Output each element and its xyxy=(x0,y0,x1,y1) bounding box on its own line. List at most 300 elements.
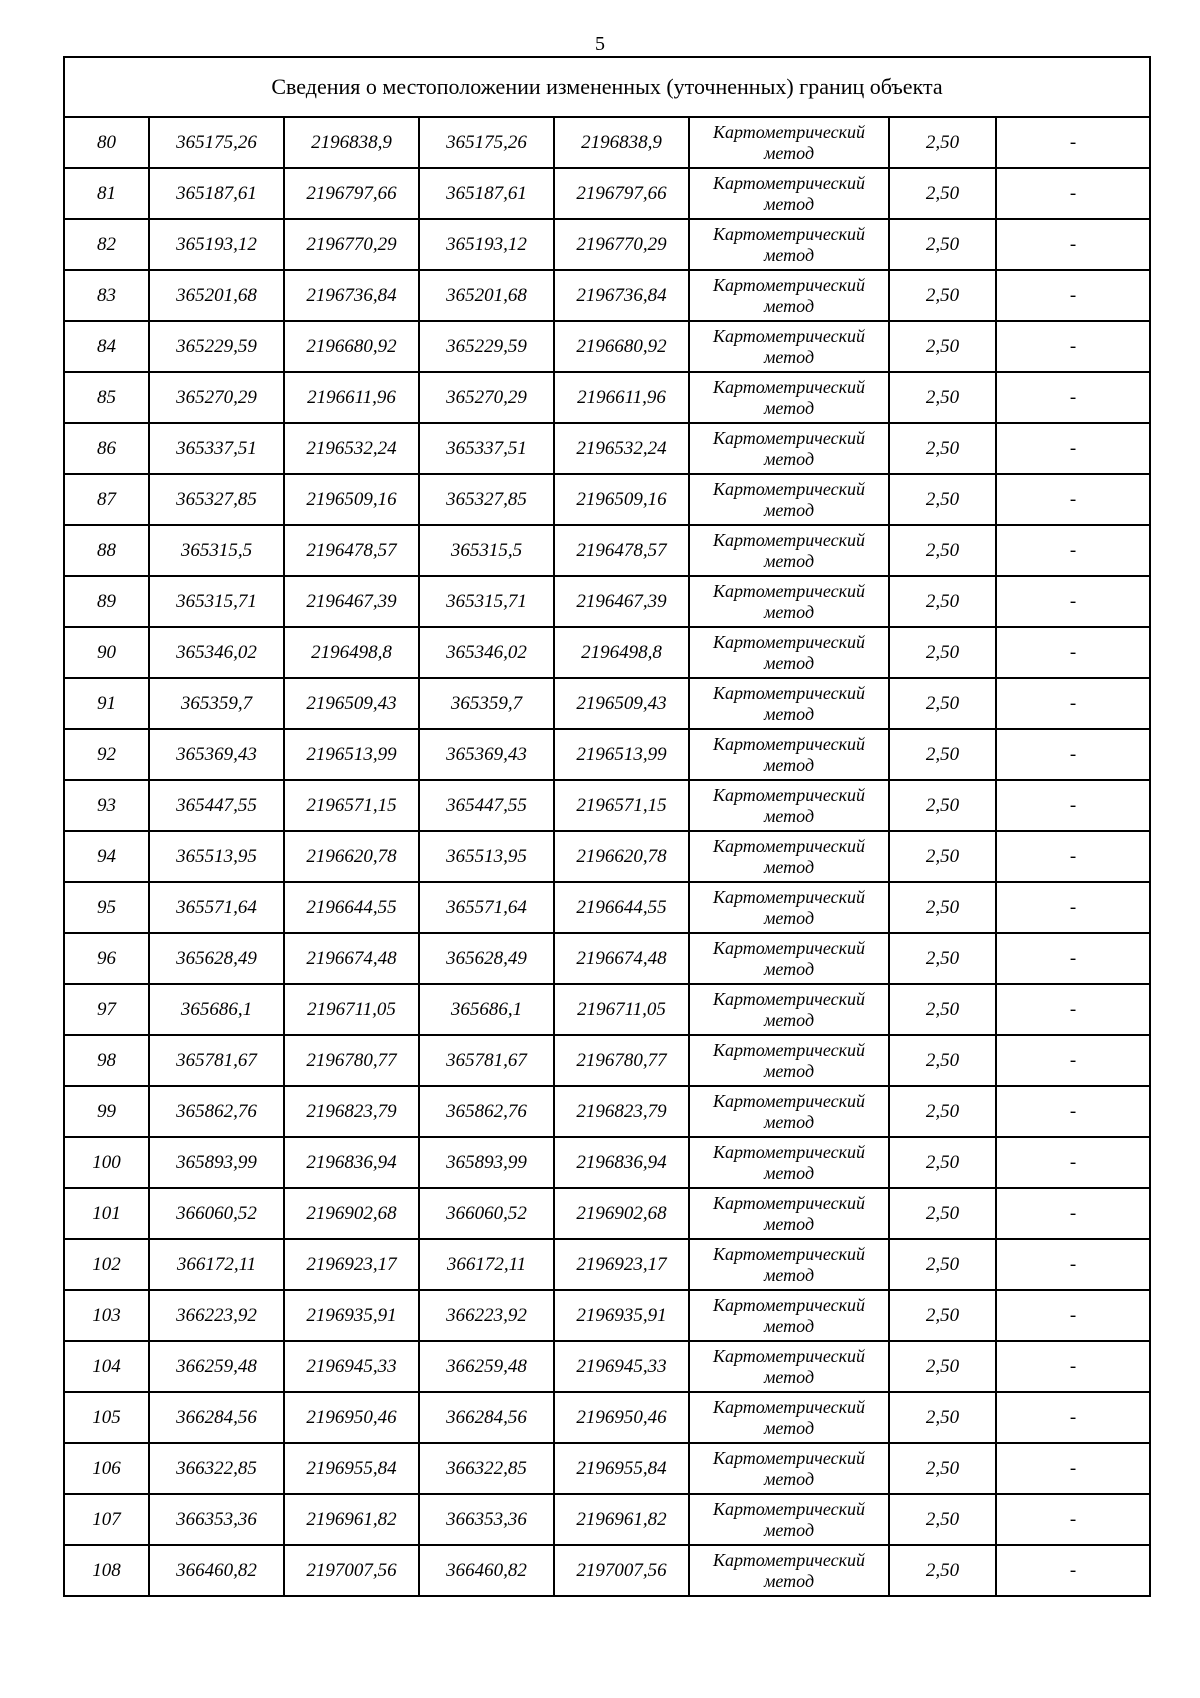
accuracy-cell: 2,50 xyxy=(889,678,996,729)
note-cell: - xyxy=(996,1035,1150,1086)
method-cell xyxy=(689,474,889,525)
refined-y-cell: 2196961,82 xyxy=(554,1494,689,1545)
note-cell: - xyxy=(996,423,1150,474)
method-line: метод xyxy=(763,1468,815,1489)
refined-y-cell: 2196498,8 xyxy=(554,627,689,678)
point-number-cell: 104 xyxy=(64,1341,149,1392)
accuracy-cell: 2,50 xyxy=(889,627,996,678)
method-line: метод xyxy=(763,1213,815,1234)
method-line: Картометрический xyxy=(712,784,865,805)
existing-x-cell: 365359,7 xyxy=(149,678,284,729)
note-cell: - xyxy=(996,831,1150,882)
existing-y-cell: 2196509,16 xyxy=(284,474,419,525)
refined-y-cell: 2196674,48 xyxy=(554,933,689,984)
existing-y-cell: 2196823,79 xyxy=(284,1086,419,1137)
refined-y-cell: 2196509,16 xyxy=(554,474,689,525)
refined-x-cell: 365781,67 xyxy=(419,1035,554,1086)
note-cell: - xyxy=(996,1239,1150,1290)
refined-y-cell: 2196620,78 xyxy=(554,831,689,882)
refined-x-cell: 365893,99 xyxy=(419,1137,554,1188)
table-row xyxy=(64,933,1150,984)
point-number-cell: 97 xyxy=(64,984,149,1035)
existing-y-cell: 2197007,56 xyxy=(284,1545,419,1596)
accuracy-cell: 2,50 xyxy=(889,1137,996,1188)
method-line: Картометрический xyxy=(712,937,865,958)
existing-y-cell: 2196498,8 xyxy=(284,627,419,678)
refined-x-cell: 365862,76 xyxy=(419,1086,554,1137)
existing-y-cell: 2196955,84 xyxy=(284,1443,419,1494)
table-row xyxy=(64,270,1150,321)
method-cell xyxy=(689,984,889,1035)
note-cell: - xyxy=(996,117,1150,168)
existing-x-cell: 366460,82 xyxy=(149,1545,284,1596)
table-row xyxy=(64,831,1150,882)
note-cell: - xyxy=(996,678,1150,729)
table-row xyxy=(64,1188,1150,1239)
point-number-cell: 99 xyxy=(64,1086,149,1137)
accuracy-cell: 2,50 xyxy=(889,270,996,321)
point-number-cell: 106 xyxy=(64,1443,149,1494)
existing-y-cell: 2196945,33 xyxy=(284,1341,419,1392)
method-line: метод xyxy=(763,193,815,214)
existing-y-cell: 2196620,78 xyxy=(284,831,419,882)
method-cell xyxy=(689,423,889,474)
note-cell: - xyxy=(996,1494,1150,1545)
point-number-cell: 85 xyxy=(64,372,149,423)
existing-y-cell: 2196736,84 xyxy=(284,270,419,321)
accuracy-cell: 2,50 xyxy=(889,321,996,372)
method-line: метод xyxy=(763,703,815,724)
method-line: метод xyxy=(763,907,815,928)
refined-y-cell: 2196467,39 xyxy=(554,576,689,627)
accuracy-cell: 2,50 xyxy=(889,1239,996,1290)
boundary-coordinates-table xyxy=(63,56,1151,1597)
note-cell: - xyxy=(996,474,1150,525)
method-line: метод xyxy=(763,448,815,469)
accuracy-cell: 2,50 xyxy=(889,780,996,831)
note-cell: - xyxy=(996,372,1150,423)
refined-x-cell: 365315,71 xyxy=(419,576,554,627)
table-row xyxy=(64,1341,1150,1392)
method-line: Картометрический xyxy=(712,1039,865,1060)
point-number-cell: 87 xyxy=(64,474,149,525)
method-line: Картометрический xyxy=(712,223,865,244)
existing-x-cell: 365187,61 xyxy=(149,168,284,219)
method-cell xyxy=(689,1188,889,1239)
note-cell: - xyxy=(996,780,1150,831)
point-number-cell: 92 xyxy=(64,729,149,780)
method-line: Картометрический xyxy=(712,1498,865,1519)
method-line: метод xyxy=(763,805,815,826)
accuracy-cell: 2,50 xyxy=(889,933,996,984)
point-number-cell: 81 xyxy=(64,168,149,219)
table-row xyxy=(64,984,1150,1035)
point-number-cell: 108 xyxy=(64,1545,149,1596)
point-number-cell: 80 xyxy=(64,117,149,168)
table-row xyxy=(64,1239,1150,1290)
accuracy-cell: 2,50 xyxy=(889,831,996,882)
accuracy-cell: 2,50 xyxy=(889,984,996,1035)
method-cell xyxy=(689,372,889,423)
method-cell xyxy=(689,627,889,678)
existing-y-cell: 2196770,29 xyxy=(284,219,419,270)
method-cell xyxy=(689,1137,889,1188)
method-cell xyxy=(689,219,889,270)
accuracy-cell: 2,50 xyxy=(889,1443,996,1494)
existing-y-cell: 2196513,99 xyxy=(284,729,419,780)
refined-x-cell: 365201,68 xyxy=(419,270,554,321)
refined-y-cell: 2196836,94 xyxy=(554,1137,689,1188)
refined-y-cell: 2196945,33 xyxy=(554,1341,689,1392)
method-line: метод xyxy=(763,1315,815,1336)
refined-y-cell: 2196509,43 xyxy=(554,678,689,729)
method-line: Картометрический xyxy=(712,886,865,907)
point-number-cell: 101 xyxy=(64,1188,149,1239)
table-row xyxy=(64,780,1150,831)
existing-x-cell: 365513,95 xyxy=(149,831,284,882)
point-number-cell: 84 xyxy=(64,321,149,372)
method-line: Картометрический xyxy=(712,1141,865,1162)
existing-x-cell: 365327,85 xyxy=(149,474,284,525)
existing-x-cell: 365315,71 xyxy=(149,576,284,627)
method-line: Картометрический xyxy=(712,376,865,397)
existing-y-cell: 2196961,82 xyxy=(284,1494,419,1545)
point-number-cell: 105 xyxy=(64,1392,149,1443)
table-row xyxy=(64,1494,1150,1545)
method-cell xyxy=(689,1086,889,1137)
method-line: метод xyxy=(763,397,815,418)
refined-y-cell: 2196838,9 xyxy=(554,117,689,168)
method-line: метод xyxy=(763,244,815,265)
table-row xyxy=(64,1086,1150,1137)
method-cell xyxy=(689,1443,889,1494)
method-line: Картометрический xyxy=(712,172,865,193)
method-line: метод xyxy=(763,958,815,979)
existing-y-cell: 2196467,39 xyxy=(284,576,419,627)
existing-y-cell: 2196478,57 xyxy=(284,525,419,576)
existing-x-cell: 365862,76 xyxy=(149,1086,284,1137)
method-cell xyxy=(689,1290,889,1341)
accuracy-cell: 2,50 xyxy=(889,525,996,576)
existing-x-cell: 365686,1 xyxy=(149,984,284,1035)
refined-x-cell: 365187,61 xyxy=(419,168,554,219)
refined-x-cell: 365571,64 xyxy=(419,882,554,933)
method-line: Картометрический xyxy=(712,1243,865,1264)
existing-x-cell: 365315,5 xyxy=(149,525,284,576)
accuracy-cell: 2,50 xyxy=(889,1494,996,1545)
refined-x-cell: 365513,95 xyxy=(419,831,554,882)
method-line: Картометрический xyxy=(712,1549,865,1570)
refined-y-cell: 2196711,05 xyxy=(554,984,689,1035)
method-line: Картометрический xyxy=(712,631,865,652)
method-cell xyxy=(689,117,889,168)
refined-y-cell: 2196611,96 xyxy=(554,372,689,423)
note-cell: - xyxy=(996,1392,1150,1443)
method-line: метод xyxy=(763,1366,815,1387)
existing-y-cell: 2196935,91 xyxy=(284,1290,419,1341)
refined-x-cell: 365193,12 xyxy=(419,219,554,270)
method-line: Картометрический xyxy=(712,427,865,448)
existing-y-cell: 2196532,24 xyxy=(284,423,419,474)
method-line: метод xyxy=(763,295,815,316)
existing-x-cell: 365337,51 xyxy=(149,423,284,474)
existing-y-cell: 2196611,96 xyxy=(284,372,419,423)
existing-y-cell: 2196950,46 xyxy=(284,1392,419,1443)
method-line: Картометрический xyxy=(712,1396,865,1417)
method-line: метод xyxy=(763,499,815,520)
accuracy-cell: 2,50 xyxy=(889,168,996,219)
note-cell: - xyxy=(996,1341,1150,1392)
method-line: метод xyxy=(763,856,815,877)
method-cell xyxy=(689,780,889,831)
refined-x-cell: 366172,11 xyxy=(419,1239,554,1290)
note-cell: - xyxy=(996,1188,1150,1239)
accuracy-cell: 2,50 xyxy=(889,1290,996,1341)
method-line: Картометрический xyxy=(712,478,865,499)
refined-y-cell: 2196955,84 xyxy=(554,1443,689,1494)
method-line: метод xyxy=(763,142,815,163)
refined-y-cell: 2196571,15 xyxy=(554,780,689,831)
refined-y-cell: 2196532,24 xyxy=(554,423,689,474)
point-number-cell: 88 xyxy=(64,525,149,576)
method-line: Картометрический xyxy=(712,1345,865,1366)
method-line: метод xyxy=(763,1009,815,1030)
refined-x-cell: 365447,55 xyxy=(419,780,554,831)
accuracy-cell: 2,50 xyxy=(889,882,996,933)
table-row xyxy=(64,1290,1150,1341)
refined-x-cell: 366322,85 xyxy=(419,1443,554,1494)
existing-x-cell: 365781,67 xyxy=(149,1035,284,1086)
method-line: Картометрический xyxy=(712,529,865,550)
refined-y-cell: 2197007,56 xyxy=(554,1545,689,1596)
existing-x-cell: 366259,48 xyxy=(149,1341,284,1392)
method-cell xyxy=(689,1545,889,1596)
existing-x-cell: 365628,49 xyxy=(149,933,284,984)
accuracy-cell: 2,50 xyxy=(889,372,996,423)
table-row xyxy=(64,474,1150,525)
point-number-cell: 91 xyxy=(64,678,149,729)
method-cell xyxy=(689,678,889,729)
table-row xyxy=(64,372,1150,423)
note-cell: - xyxy=(996,1137,1150,1188)
refined-y-cell: 2196680,92 xyxy=(554,321,689,372)
point-number-cell: 90 xyxy=(64,627,149,678)
point-number-cell: 103 xyxy=(64,1290,149,1341)
note-cell: - xyxy=(996,219,1150,270)
note-cell: - xyxy=(996,627,1150,678)
point-number-cell: 95 xyxy=(64,882,149,933)
existing-y-cell: 2196902,68 xyxy=(284,1188,419,1239)
refined-x-cell: 365337,51 xyxy=(419,423,554,474)
existing-x-cell: 366060,52 xyxy=(149,1188,284,1239)
refined-y-cell: 2196478,57 xyxy=(554,525,689,576)
point-number-cell: 96 xyxy=(64,933,149,984)
method-line: Картометрический xyxy=(712,1447,865,1468)
accuracy-cell: 2,50 xyxy=(889,1392,996,1443)
note-cell: - xyxy=(996,1545,1150,1596)
point-number-cell: 82 xyxy=(64,219,149,270)
point-number-cell: 98 xyxy=(64,1035,149,1086)
note-cell: - xyxy=(996,576,1150,627)
existing-x-cell: 366322,85 xyxy=(149,1443,284,1494)
method-cell xyxy=(689,1494,889,1545)
point-number-cell: 102 xyxy=(64,1239,149,1290)
refined-x-cell: 366223,92 xyxy=(419,1290,554,1341)
table-row xyxy=(64,1035,1150,1086)
existing-x-cell: 366284,56 xyxy=(149,1392,284,1443)
method-line: Картометрический xyxy=(712,1192,865,1213)
method-cell xyxy=(689,321,889,372)
existing-y-cell: 2196644,55 xyxy=(284,882,419,933)
existing-y-cell: 2196674,48 xyxy=(284,933,419,984)
method-line: метод xyxy=(763,1417,815,1438)
method-line: Картометрический xyxy=(712,1294,865,1315)
accuracy-cell: 2,50 xyxy=(889,1545,996,1596)
method-line: Картометрический xyxy=(712,835,865,856)
existing-y-cell: 2196797,66 xyxy=(284,168,419,219)
existing-x-cell: 365369,43 xyxy=(149,729,284,780)
refined-x-cell: 365270,29 xyxy=(419,372,554,423)
method-cell xyxy=(689,831,889,882)
refined-y-cell: 2196902,68 xyxy=(554,1188,689,1239)
existing-y-cell: 2196711,05 xyxy=(284,984,419,1035)
existing-y-cell: 2196836,94 xyxy=(284,1137,419,1188)
note-cell: - xyxy=(996,1443,1150,1494)
table-title: Сведения о местоположении измененных (уточненных) границ объекта xyxy=(64,57,1150,117)
table-row xyxy=(64,678,1150,729)
method-line: метод xyxy=(763,1264,815,1285)
point-number-cell: 100 xyxy=(64,1137,149,1188)
point-number-cell: 86 xyxy=(64,423,149,474)
table-row xyxy=(64,1392,1150,1443)
method-line: Картометрический xyxy=(712,1090,865,1111)
existing-x-cell: 365270,29 xyxy=(149,372,284,423)
accuracy-cell: 2,50 xyxy=(889,576,996,627)
existing-x-cell: 366223,92 xyxy=(149,1290,284,1341)
method-cell xyxy=(689,933,889,984)
refined-x-cell: 366060,52 xyxy=(419,1188,554,1239)
refined-y-cell: 2196950,46 xyxy=(554,1392,689,1443)
existing-x-cell: 365447,55 xyxy=(149,780,284,831)
existing-x-cell: 365175,26 xyxy=(149,117,284,168)
refined-y-cell: 2196797,66 xyxy=(554,168,689,219)
accuracy-cell: 2,50 xyxy=(889,729,996,780)
accuracy-cell: 2,50 xyxy=(889,1188,996,1239)
note-cell: - xyxy=(996,933,1150,984)
method-cell xyxy=(689,729,889,780)
refined-x-cell: 365315,5 xyxy=(419,525,554,576)
method-line: Картометрический xyxy=(712,121,865,142)
refined-y-cell: 2196770,29 xyxy=(554,219,689,270)
method-line: метод xyxy=(763,652,815,673)
accuracy-cell: 2,50 xyxy=(889,219,996,270)
method-line: метод xyxy=(763,1519,815,1540)
point-number-cell: 107 xyxy=(64,1494,149,1545)
note-cell: - xyxy=(996,882,1150,933)
method-line: метод xyxy=(763,550,815,571)
point-number-cell: 83 xyxy=(64,270,149,321)
existing-x-cell: 365201,68 xyxy=(149,270,284,321)
table-row xyxy=(64,117,1150,168)
table-row xyxy=(64,882,1150,933)
existing-y-cell: 2196680,92 xyxy=(284,321,419,372)
method-line: метод xyxy=(763,754,815,775)
note-cell: - xyxy=(996,321,1150,372)
method-line: Картометрический xyxy=(712,580,865,601)
method-cell xyxy=(689,882,889,933)
existing-x-cell: 365193,12 xyxy=(149,219,284,270)
table-row xyxy=(64,576,1150,627)
note-cell: - xyxy=(996,1290,1150,1341)
refined-x-cell: 366284,56 xyxy=(419,1392,554,1443)
note-cell: - xyxy=(996,168,1150,219)
existing-y-cell: 2196838,9 xyxy=(284,117,419,168)
method-cell xyxy=(689,1392,889,1443)
refined-x-cell: 365369,43 xyxy=(419,729,554,780)
refined-y-cell: 2196923,17 xyxy=(554,1239,689,1290)
existing-x-cell: 365229,59 xyxy=(149,321,284,372)
method-line: Картометрический xyxy=(712,733,865,754)
method-line: метод xyxy=(763,1162,815,1183)
refined-y-cell: 2196736,84 xyxy=(554,270,689,321)
refined-x-cell: 365359,7 xyxy=(419,678,554,729)
method-line: Картометрический xyxy=(712,988,865,1009)
point-number-cell: 94 xyxy=(64,831,149,882)
refined-x-cell: 366460,82 xyxy=(419,1545,554,1596)
table-row xyxy=(64,219,1150,270)
existing-x-cell: 365571,64 xyxy=(149,882,284,933)
method-cell xyxy=(689,168,889,219)
accuracy-cell: 2,50 xyxy=(889,1035,996,1086)
table-row xyxy=(64,1545,1150,1596)
table-row xyxy=(64,168,1150,219)
refined-y-cell: 2196780,77 xyxy=(554,1035,689,1086)
accuracy-cell: 2,50 xyxy=(889,117,996,168)
note-cell: - xyxy=(996,984,1150,1035)
refined-x-cell: 365628,49 xyxy=(419,933,554,984)
refined-x-cell: 365346,02 xyxy=(419,627,554,678)
method-cell xyxy=(689,576,889,627)
method-cell xyxy=(689,1035,889,1086)
method-cell xyxy=(689,1341,889,1392)
note-cell: - xyxy=(996,270,1150,321)
table-row xyxy=(64,423,1150,474)
refined-x-cell: 366259,48 xyxy=(419,1341,554,1392)
accuracy-cell: 2,50 xyxy=(889,474,996,525)
note-cell: - xyxy=(996,1086,1150,1137)
method-cell xyxy=(689,270,889,321)
existing-x-cell: 365893,99 xyxy=(149,1137,284,1188)
method-cell xyxy=(689,525,889,576)
page-number: 5 xyxy=(595,33,605,55)
method-line: метод xyxy=(763,1060,815,1081)
table-row xyxy=(64,1137,1150,1188)
method-cell xyxy=(689,1239,889,1290)
existing-x-cell: 365346,02 xyxy=(149,627,284,678)
table-row xyxy=(64,1443,1150,1494)
existing-x-cell: 366353,36 xyxy=(149,1494,284,1545)
point-number-cell: 89 xyxy=(64,576,149,627)
refined-x-cell: 366353,36 xyxy=(419,1494,554,1545)
table-row xyxy=(64,525,1150,576)
accuracy-cell: 2,50 xyxy=(889,1341,996,1392)
existing-y-cell: 2196509,43 xyxy=(284,678,419,729)
refined-y-cell: 2196823,79 xyxy=(554,1086,689,1137)
refined-x-cell: 365686,1 xyxy=(419,984,554,1035)
refined-y-cell: 2196935,91 xyxy=(554,1290,689,1341)
refined-x-cell: 365327,85 xyxy=(419,474,554,525)
existing-y-cell: 2196923,17 xyxy=(284,1239,419,1290)
